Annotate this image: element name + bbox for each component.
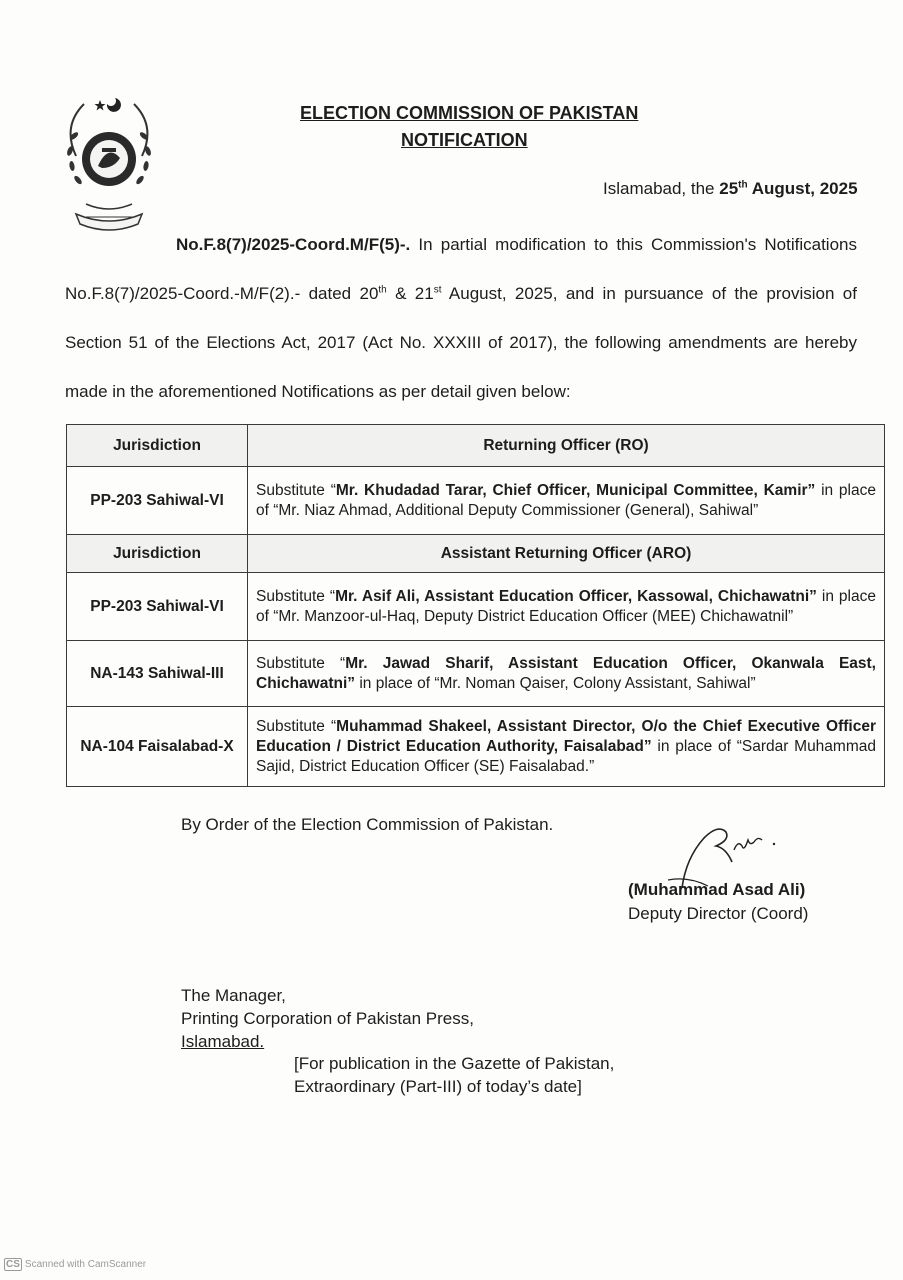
substitution-cell xyxy=(248,467,885,535)
substitution-new-officer: Mr. Khudadad Tarar, Chief Officer, Municipal Committee, Kamir” xyxy=(335,481,816,499)
signatory-name: (Muhammad Asad Ali) xyxy=(628,880,806,899)
aro-officer-header: Assistant Returning Officer (ARO) xyxy=(248,535,885,573)
reference-number: No.F.8(7)/2025-Coord.M/F(5)-. xyxy=(176,235,411,254)
substitution-new-officer: Muhammad Shakeel, Assistant Director, O/o the Chief Executive Officer Education / District Education Authority, Faisalabad” xyxy=(256,717,876,755)
scanner-text: Scanned with CamScanner xyxy=(24,1259,147,1270)
table-row xyxy=(67,707,885,787)
substitution-pre: Substitute “ xyxy=(256,654,346,672)
substitution-pre: Substitute “ xyxy=(256,481,336,499)
ro-jurisdiction-header: Jurisdiction xyxy=(67,425,248,467)
ecp-emblem-icon xyxy=(56,96,162,242)
publication-note xyxy=(294,1052,614,1098)
page-title: ELECTION COMMISSION OF PAKISTAN xyxy=(300,103,639,123)
substitution-pre: Substitute “ xyxy=(256,717,337,735)
notification-paragraph xyxy=(65,233,857,429)
substitution-cell xyxy=(248,707,885,787)
dateline-prefix: Islamabad, the xyxy=(603,179,715,198)
aro-header-row xyxy=(67,535,885,573)
paragraph-line-2-sup1: th xyxy=(378,284,387,296)
dateline-day: 25 xyxy=(719,179,739,198)
paragraph-line-2 xyxy=(65,282,857,331)
address-line-3: Islamabad. xyxy=(181,1032,265,1051)
paragraph-line-1-text: In partial modification to this Commission's Notifications xyxy=(418,235,857,254)
ro-header-row xyxy=(67,425,885,467)
publication-line-1: [For publication in the Gazette of Pakistan, xyxy=(294,1054,615,1073)
substitution-new-officer: Mr. Jawad Sharif, Assistant Education Officer, Okanwala East, Chichawatni” xyxy=(256,654,876,692)
paragraph-line-2-b: & 21 xyxy=(395,284,434,303)
table-row xyxy=(67,641,885,707)
substitution-pre: Substitute “ xyxy=(256,587,336,605)
recipient-address xyxy=(181,984,474,1053)
substitution-post: in place of “Mr. Noman Qaiser, Colony Assistant, Sahiwal” xyxy=(355,674,756,692)
substitution-cell xyxy=(248,573,885,641)
jurisdiction-cell: PP-203 Sahiwal-VI xyxy=(67,467,248,535)
table-row xyxy=(67,573,885,641)
dateline-month-year: August, 2025 xyxy=(751,179,858,198)
jurisdiction-cell: PP-203 Sahiwal-VI xyxy=(67,573,248,641)
paragraph-line-4: made in the aforementioned Notifications as per detail given below: xyxy=(65,382,571,401)
aro-jurisdiction-header: Jurisdiction xyxy=(67,535,248,573)
dateline xyxy=(603,179,858,199)
ro-officer-header: Returning Officer (RO) xyxy=(248,425,885,467)
paragraph-line-3: Section 51 of the Elections Act, 2017 (Act No. XXXIII of 2017), the following amendments are hereby xyxy=(65,333,857,352)
jurisdiction-cell: NA-143 Sahiwal-III xyxy=(67,641,248,707)
paragraph-line-2-c: August, 2025, and in pursuance of the provision of xyxy=(448,284,857,303)
scanner-watermark xyxy=(4,1258,146,1271)
amendments-table xyxy=(66,424,885,787)
jurisdiction-cell: NA-104 Faisalabad-X xyxy=(67,707,248,787)
substitution-cell xyxy=(248,641,885,707)
publication-line-2: Extraordinary (Part-III) of today’s date] xyxy=(294,1077,582,1096)
substitution-post: in place of “Sardar Muhammad Sajid, District Education Officer (SE) Faisalabad.” xyxy=(256,737,876,775)
table-row xyxy=(67,467,885,535)
paragraph-line-1 xyxy=(65,233,857,282)
order-line: By Order of the Election Commission of Pakistan. xyxy=(181,815,554,834)
address-line-2: Printing Corporation of Pakistan Press, xyxy=(181,1009,474,1028)
address-line-1: The Manager, xyxy=(181,986,286,1005)
substitution-new-officer: Mr. Asif Ali, Assistant Education Officer, Kassowal, Chichawatni” xyxy=(335,587,817,605)
dateline-day-suffix: th xyxy=(738,179,748,191)
substitution-post: in place of “Mr. Manzoor-ul-Haq, Deputy District Education Officer (MEE) Chichawatnil” xyxy=(256,587,876,625)
page-subtitle: NOTIFICATION xyxy=(401,130,528,150)
signatory-title: Deputy Director (Coord) xyxy=(628,904,809,923)
substitution-post: in place of “Mr. Niaz Ahmad, Additional Deputy Commissioner (General), Sahiwal” xyxy=(256,481,876,519)
paragraph-line-2-a: No.F.8(7)/2025-Coord.-M/F(2).- dated 20 xyxy=(65,284,379,303)
camscanner-logo: CS xyxy=(6,1259,20,1270)
paragraph-line-2-sup2: st xyxy=(433,284,442,296)
